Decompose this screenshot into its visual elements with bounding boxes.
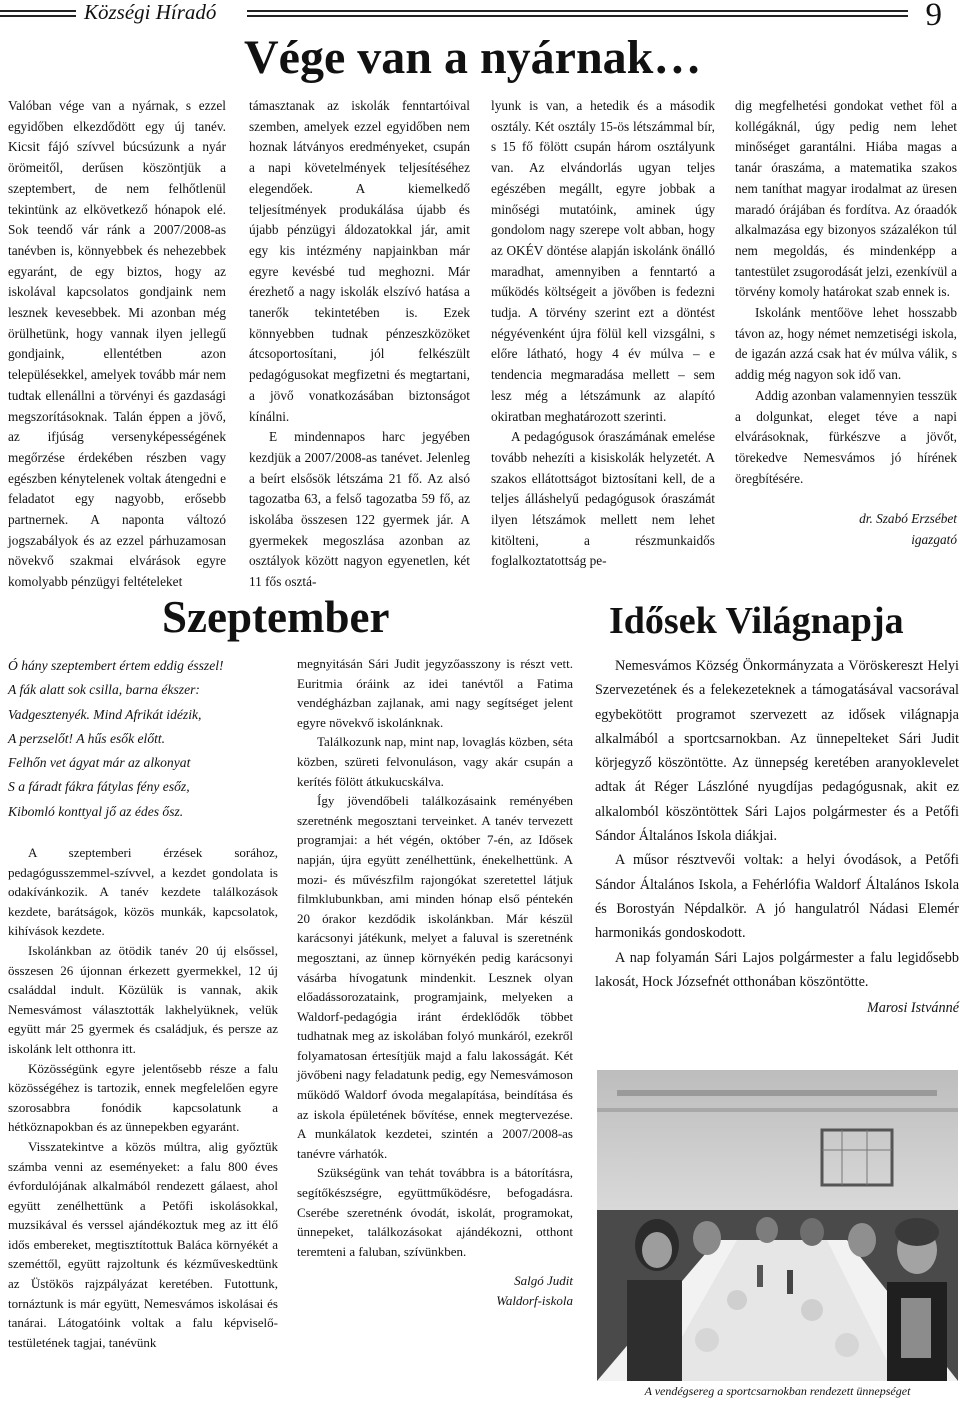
photo-caption: A vendégsereg a sportcsarnokban rendezett ünnepséget bbox=[644, 1384, 911, 1398]
poem-line: Ó hány szeptembert értem eddig ésszel! bbox=[8, 658, 224, 673]
header-rule-right bbox=[247, 10, 908, 12]
poem-line: Kibomló konttyal jő az édes ősz. bbox=[8, 803, 184, 819]
article-title-idosek-vilagnapja: Idősek Világnapja bbox=[609, 600, 904, 642]
article3-body bbox=[595, 654, 959, 1020]
article1-paragraph: Addig azonban valamennyien tesszük a dolgunkat, eleget téve a napi elvárásoknak, fürkészve a jövőt, törekedve Nemesvámos jó hírének öregbítésére. bbox=[735, 387, 957, 486]
article1-paragraph: A pedagógusok óraszámának emelése tovább nehezíti a kisiskolák helyzetét. A szakos ellátottságot biztosítani kell, de a teljes álláshelyű pedagógusok óraszámát ilyen létszámok mellett nem lehet kitölteni, a részmunkaidős foglalkoztatottság pe- bbox=[491, 429, 715, 569]
article2-signature-role: Waldorf-iskola bbox=[496, 1293, 573, 1308]
poem-line: Vadgesztenyék. Mind Afrikát idézik, bbox=[8, 706, 202, 722]
article2-paragraph: Visszatekintve a közös múltra, alig győztük számba venni az eseményeket: a falu 800 éves évfordulójának alkalmából rendezett gálaest, ahol együtt zenélhettünk a Petőfi iskolásokkal, muzsikával és verssel ajándékoztuk meg az itt élő idős embereket, megtisztítottuk Baláca környékét a szeméttől, együtt rajzoltunk és kézműveskedtünk az Üstökös rajzpályázat keretében. Futottunk, tornáztunk is már együtt, Nemesvámos iskolásai és tanárai. Látogatóink voltak a falu képviselő-testületének tagjai, tanévünk bbox=[8, 1138, 278, 1350]
article2-paragraph: megnyitásán Sári Judit jegyzőasszony is részt vett. Euritmia óráink az idei tanévtől a Fatima vendégházban zajlanak, ami nagy segítséget jelent egyre növekvő iskolánknak. bbox=[297, 656, 573, 730]
article2-paragraph: Így jövendőbeli találkozásaink reményében szeretnénk megosztani terveinket. A tanév tervezett programjai: a hét végén, október 7-én, az Idősek napján, újra együtt zenélhettünk, énekelhettünk. A mozi- és művészfilm rajongókat szeretettel látjuk filmklubunkban, ami minden hónap első péntekén 20 órakor kezdődik iskolánkban. Már készül karácsonyi játékunk, melyet a faluval is szeretnénk megosztani, az ünnep környékén pedig karácsonyi vásárba hívogatunk mindenkit. Lesznek olyan előadássorozataink, programjaink, melyeken a Waldorf-pedagógia iránt érdeklődők többet tudhatnak meg az iskolában folyó munkáról, ezekről folyamatosan értesítjük majd a falu lakosságát. Két jövőbeni nagy feladatunk pedig, egy Nemesvámoson működő Waldorf óvoda megalapítása, beindítása és az iskola épületének bővítése, ennek megtervezése. A munkálatok kezdetei, szintén a 2007/2008-as tanévre várhatók. bbox=[297, 793, 573, 1161]
poem-line: A fák alatt sok csilla, barna ékszer: bbox=[8, 682, 200, 698]
poem-line: Felhőn vet ágyat már az alkonyat bbox=[8, 755, 191, 771]
article3-signature: Marosi Istvánné bbox=[866, 1000, 959, 1017]
article1-column-2 bbox=[249, 96, 470, 593]
article3-paragraph: A műsor résztvevői voltak: a helyi óvodások, a Petőfi Sándor Általános Iskola, a Fehérlófia Waldorf Általános Iskola és Borostyán Népdalkör. A jó hangulatról Nádasi Elemér harmonikás gondoskodott. bbox=[595, 852, 959, 942]
article2-paragraph: Találkozunk nap, mint nap, lovaglás közben, séta közben, szüreti felvonuláson, vagy akár csupán a kerítés fölött átkukucskálva. bbox=[297, 734, 573, 789]
article1-paragraph: lyunk is van, a hetedik és a második osztály. Két osztály 15-ös létszámmal bír, s 15 fő fölött csupán három osztályunk van. Az elvándorlás ugyan teljes egészében megállt, egyre jobbak a minőségi mutatóink, aminek úgy gondolom nagy szerepe volt abban, hogy az OKÉV döntése alapján iskolánk önálló maradhat, amennyiben a fenntartó a működés költségeit a jövőben is fedezni tudja. A törvény szerint ezt a döntést négyévenként újra fölül kell vizsgálni, s előre látható, hogy 4 év múlva – e tendencia megmaradása mellett – sem lesz még a létszámunk az alapító okiratban meghatározott szerinti. bbox=[491, 98, 715, 424]
article2-paragraph: A szeptemberi érzések sorához, pedagógusszemmel-szívvel, a kezdet gondolata is odakívánkozik. A tanév kezdete találkozások kezdete, barátságok, közös munkák, kapcsolatok, kihívások kezdete. bbox=[8, 845, 278, 939]
event-photo-illustration bbox=[597, 1070, 958, 1381]
article3-paragraph: Nemesvámos Község Önkormányzata a Vöröskereszt Helyi Szervezetének és a felekezeteknek a támogatásával vacsorával egybekötött programot szervezett az idősek világnapja alkalmából a sportcsarnokban. Az ünnepelteket Sári Judit körjegyző köszöntötte. Az ünnepség keretében aranyoklevelet adtak át Réger Lászlóné nyugdíjas pedagógusnak, akit ez alkalomból köszöntöttek Sári Lajos polgármester és a Petőfi Sándor Általános Iskola diákjai. bbox=[595, 658, 959, 845]
article2-signature-name: Salgó Judit bbox=[514, 1273, 573, 1289]
article3-paragraph: A nap folyamán Sári Lajos polgármester a falu legidősebb lakosát, Hock Józsefnét otthonában köszöntötte. bbox=[595, 949, 959, 990]
article2-paragraph: Szükségünk van tehát továbbra is a bátorításra, segítőkészségre, együttműködésre, befogadásra. Cserébe szeretnénk óvodát, iskolát, programokat, ünnepeket, találkozásokat ajándékozni, otthont teremteni a faluban, szívünkben. bbox=[297, 1165, 573, 1259]
article2-paragraph: Közösségünk egyre jelentősebb része a falu közösségéhez is tartozik, ennek megfelelően egyre szorosabbra fonódik kapcsolatunk a hétköznapokban és az ünnepekben egyaránt. bbox=[8, 1060, 278, 1135]
article-title-vege-van-a-nyarnak: Vége van a nyárnak… bbox=[244, 31, 702, 84]
article2-paragraph: Iskolánkban az ötödik tanév 20 új elsőssel, összesen 26 újonnan érkezett gyermekkel, 12 új családdal indult. Közülük is vannak, akik Nemesvámost választották lakhelyüknek, velük együtt már 25 gyermek és családjuk, és persze az iskolánk lelt otthonra itt. bbox=[8, 942, 278, 1056]
article1-column-3 bbox=[491, 96, 715, 572]
article1-paragraph: E mindennapos harc jegyében kezdjük a 2007/2008-as tanévet. Jelenleg a beírt elsősök létszáma 21 fő. Az alsó tagozatba 63, a felső tagozatba 59 fő, az iskolába összesen 122 gyermek jár. A gyermekek megoszlása azonban az osztályok között nagyon egyenetlen, két 11 fős osztá- bbox=[249, 429, 470, 590]
article1-signature-name: dr. Szabó Erzsébet bbox=[859, 511, 957, 527]
article2-column-2 bbox=[297, 654, 573, 1311]
poem-line: A perzselőt! A hűs esők előtt. bbox=[8, 730, 166, 746]
publication-name: Községi Híradó bbox=[84, 0, 217, 24]
header-rule-left bbox=[0, 10, 76, 12]
poem bbox=[8, 654, 278, 824]
article1-paragraph: dig megfelhetési gondokat vethet föl a kollégáknál, úgy pedig nem lehet minőséget garantálni. Hiába magas a tanár óraszáma, a matematika szakos nem taníthat magyar irodalmat az üresen maradó órájában és fordítva. Az óraadók alkalmazása egy bizonyos százalékon túl nem megoldás, és mindenképp a tantestület zsugorodását jelzi, ezenkívül a törvény komoly határokat szab ennek is. bbox=[735, 98, 957, 300]
article1-signature-role: igazgató bbox=[911, 532, 957, 548]
article1-column-1 bbox=[8, 96, 226, 593]
page-number: 9 bbox=[925, 0, 942, 33]
article1-paragraph: Valóban vége van a nyárnak, s ezzel egyidőben elkezdődött egy új tanév. Kicsit fájó szívvel búcsúzunk a nyár örömeitől, derűsen köszöntjük a szeptembert, de nem felhőtlenül tekintünk az elkövetkező hónapok elé. Sok teendő vár ránk a 2007/2008-as tanévben is, könnyebbek és nehezebbek egyaránt, de egy biztos, hogy az iskolával kapcsolatos gondjaink nem lesznek kevesebbek. Mi azonban még örülhetünk, hogy vannak ilyen jellegű gondjaink, ellentétben azon településekkel, amelyek tovább már nem tudtak ellenállni a törvényi és gazdasági megszorításoknak. Talán éppen a jövő, az ifjúság versenyképességének megőrzése érdekében részben vagy egészben kénytelenek voltak átengedni e feladatot egy nagyobb, erősebb partnernek. A naponta változó jogszabályok és az ezzel párhuzamosan növekvő szakmai elvárások egyre komolyabb pénzügyi feltételeket bbox=[8, 98, 226, 590]
article1-column-4 bbox=[735, 96, 957, 551]
article1-paragraph: támasztanak az iskolák fenntartóival szemben, amelyek ezzel egyidőben nem hoznak látványos eredményeket, csupán a napi követelmények teljesítéséhez elegendőek. A kiemelkedő teljesítmények produkálása újabb és újabb pénzügyi áldozatokkal jár, amit egy kis intézmény napjainkban már egyre kevésbé tud meghozni. Már érezhető a nagy iskolák elszívó hatása a tanerők tekintetében is. Ezek könnyebben tudnak pénzeszközöket átcsoportosítani, jól felkészült pedagógusokat megfizetni és megtartani, a jövő vonatkozásában biztonságot kínálni. bbox=[249, 98, 470, 424]
poem-line: S a fáradt fákra fátylas fény esőz, bbox=[8, 779, 190, 795]
article1-paragraph: Iskolánk mentőöve lehet hosszabb távon az, hogy német nemzetiségi iskola, de igazán azzá csak hat év múlva válik, s addig még nagyon sok idő van. bbox=[735, 305, 957, 383]
event-photo bbox=[597, 1070, 958, 1381]
header-rule-left-2 bbox=[0, 15, 76, 17]
article2-column-1 bbox=[8, 843, 278, 1352]
header-rule-right-2 bbox=[247, 15, 908, 17]
article-title-szeptember: Szeptember bbox=[162, 592, 390, 642]
